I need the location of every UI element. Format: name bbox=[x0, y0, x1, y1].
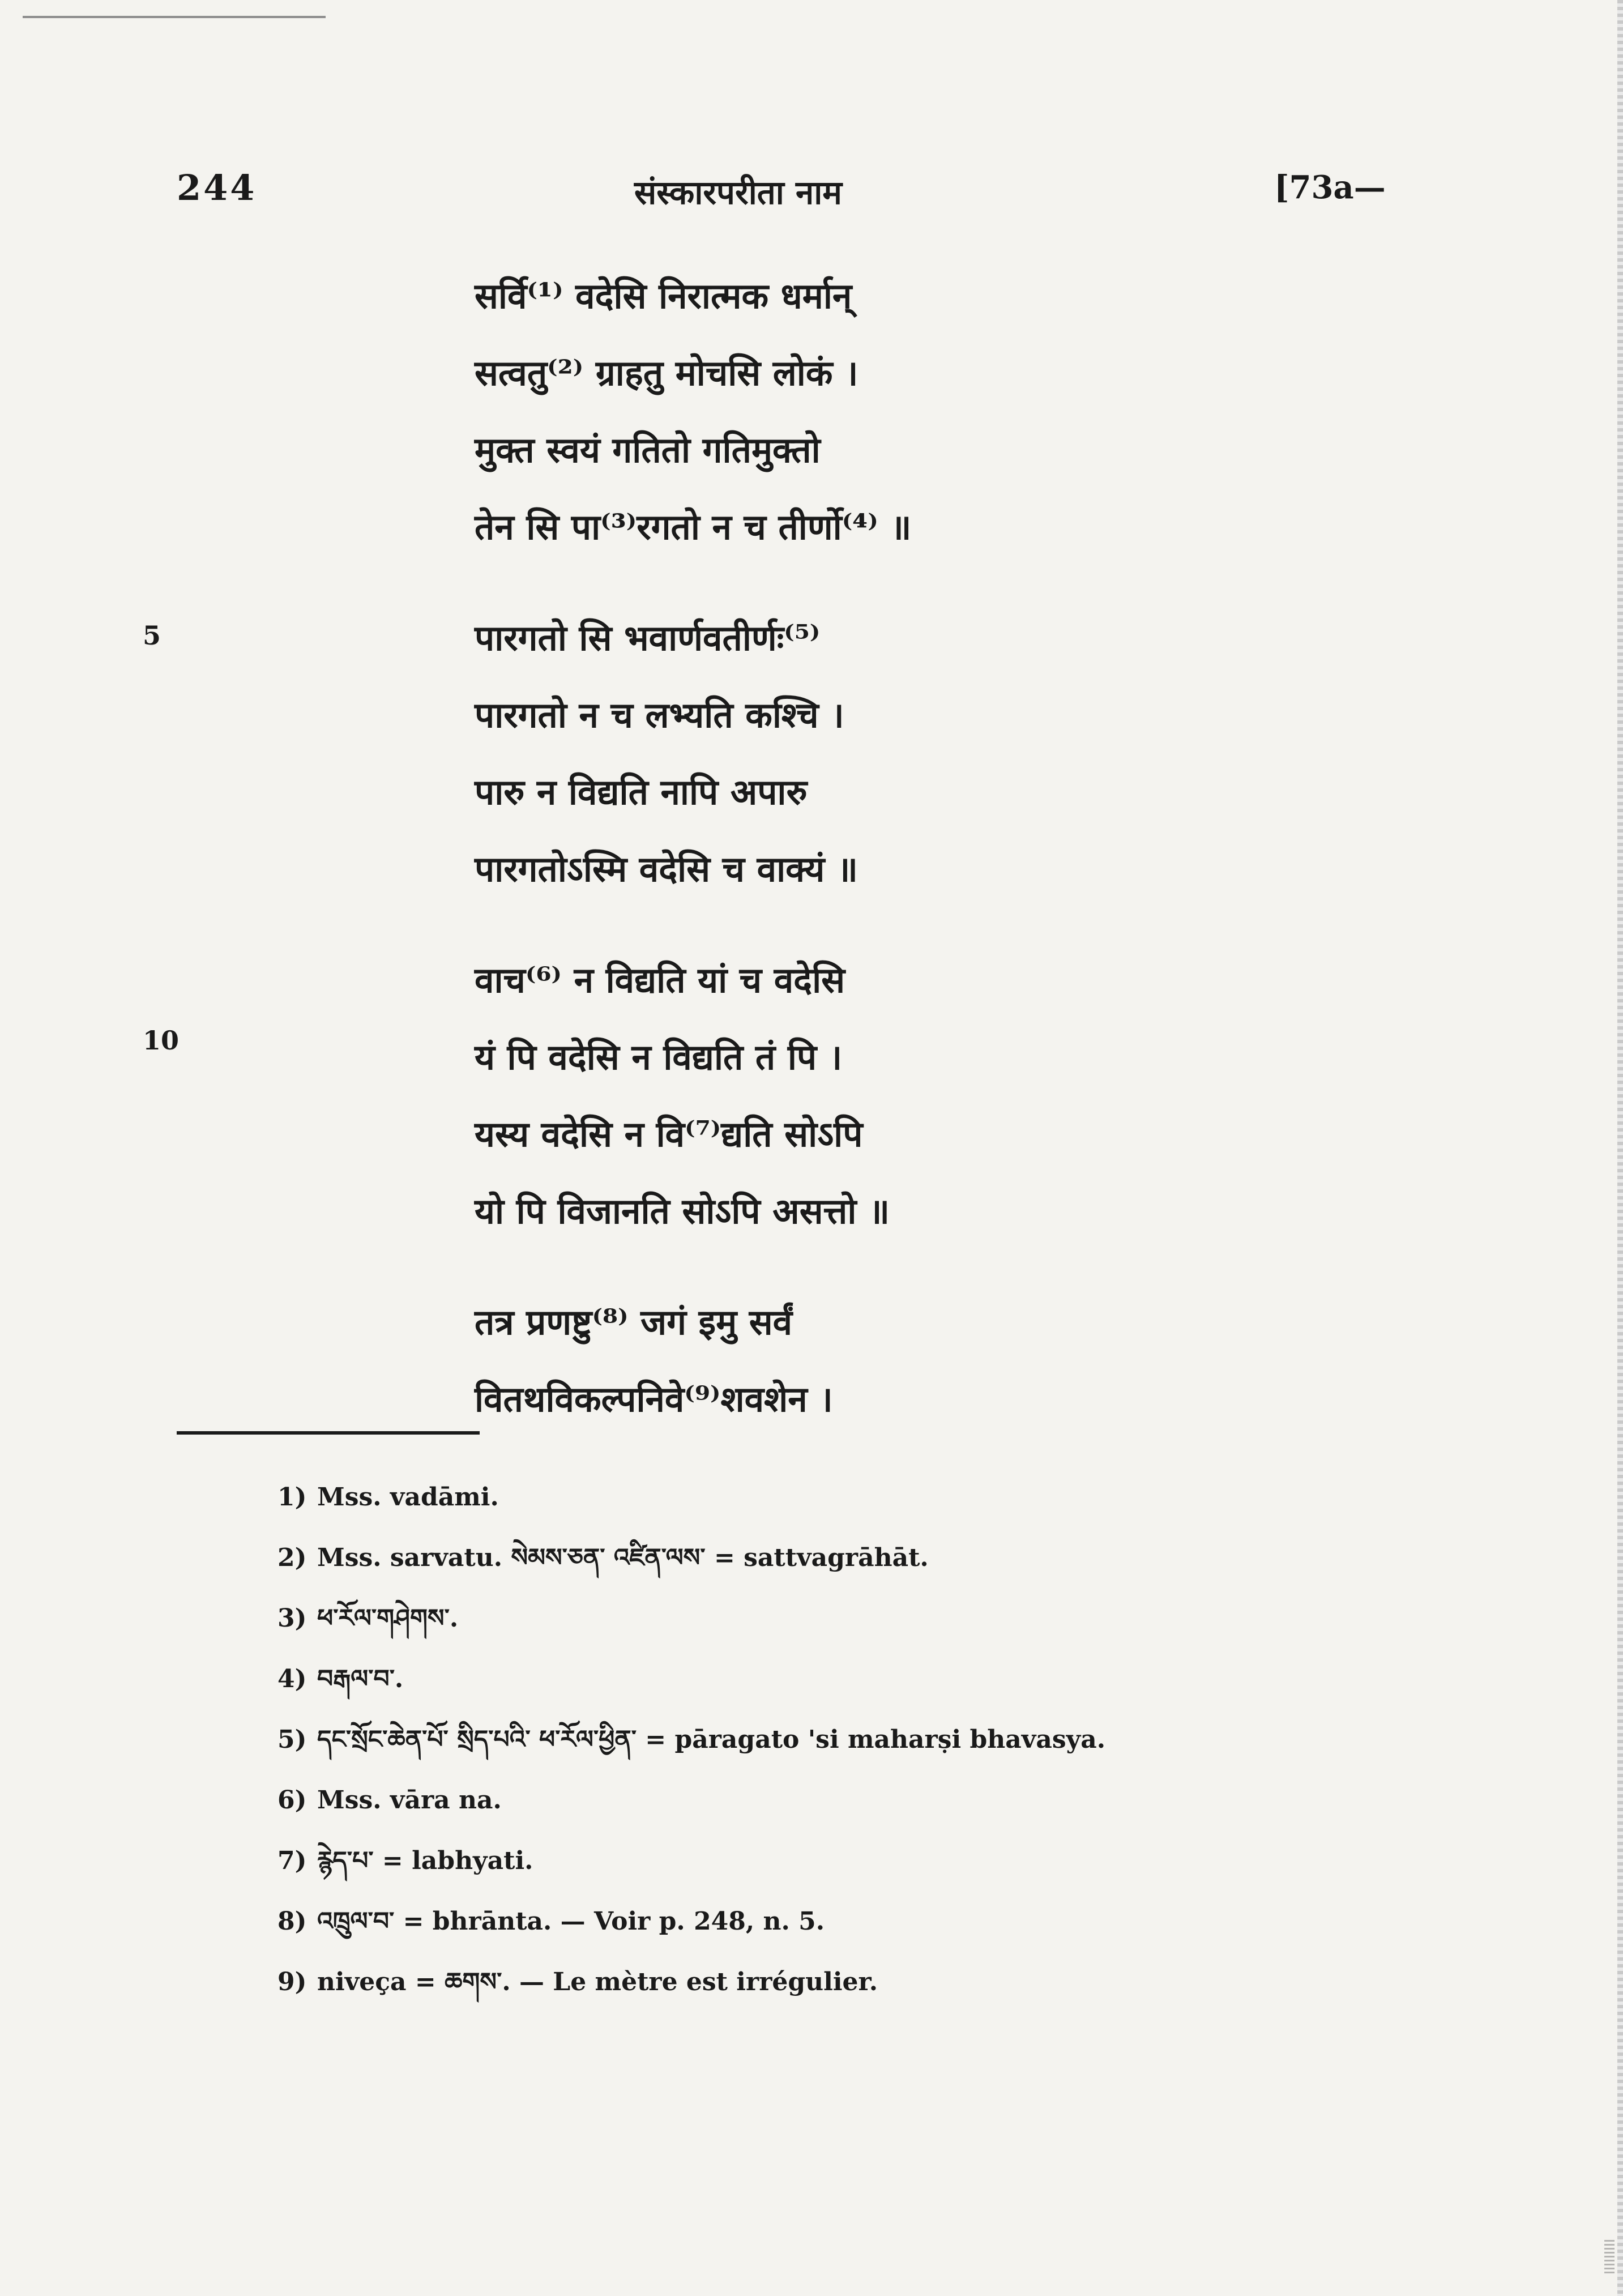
verse-line: पारगतो सि भवार्णवतीर्णः⁽⁵⁾ bbox=[475, 617, 821, 659]
page-number: 244 bbox=[177, 167, 257, 208]
footnote-text: ཕ་རོལ་གཤེགས་. bbox=[317, 1604, 459, 1633]
stanza bbox=[475, 1284, 1267, 1438]
footnote bbox=[277, 1770, 1552, 1830]
verse-line: पारगतो न च लभ्यति कश्चि । bbox=[475, 694, 844, 736]
verse-line: यस्य वदेसि न वि⁽⁷⁾द्यति सोऽपि bbox=[475, 1113, 863, 1155]
top-rule bbox=[23, 16, 326, 18]
footnote-number: 4) bbox=[277, 1665, 307, 1693]
footnote bbox=[277, 1952, 1552, 2012]
footnote bbox=[277, 1830, 1552, 1891]
footnote bbox=[277, 1891, 1552, 1952]
footnote-number: 7) bbox=[277, 1846, 307, 1875]
footnote-text: Mss. vadāmi. bbox=[317, 1483, 499, 1512]
footnote bbox=[277, 1649, 1552, 1709]
page-edge bbox=[1617, 0, 1623, 2296]
line-number-marker: 5 bbox=[143, 620, 161, 651]
footnote-text: Mss. sarvatu. སེམས་ཅན་ འཛིན་ལས་ = sattvagrāhāt. bbox=[317, 1543, 929, 1572]
footnote-number: 1) bbox=[277, 1483, 307, 1512]
footnote-text: niveça = ཆགས་. — Le mètre est irrégulier. bbox=[317, 1968, 878, 1996]
footnote-number: 8) bbox=[277, 1907, 307, 1936]
verse-line: सत्वतु⁽²⁾ ग्राहतु मोचसि लोकं । bbox=[475, 352, 859, 394]
stanza bbox=[475, 600, 1267, 908]
footnote bbox=[277, 1588, 1552, 1649]
verse-line: पारु न विद्यति नापि अपारु bbox=[475, 771, 808, 813]
verse-line: तेन सि पा⁽³⁾रगतो न च तीर्णो⁽⁴⁾ ॥ bbox=[475, 506, 912, 548]
verse-block bbox=[475, 258, 1267, 1472]
footnote-text: བརྒལ་བ་. bbox=[317, 1665, 404, 1693]
footnote-number: 3) bbox=[277, 1604, 307, 1633]
footnote-text: Mss. vāra na. bbox=[317, 1786, 502, 1815]
footnote-number: 5) bbox=[277, 1725, 307, 1754]
stanza bbox=[475, 258, 1267, 566]
verse-line: वाच⁽⁶⁾ न विद्यति यां च वदेसि bbox=[475, 959, 845, 1001]
verse-line: पारगतोऽस्मि वदेसि च वाक्यं ॥ bbox=[475, 848, 859, 890]
verse-line: यं पि वदेसि न विद्यति तं पि । bbox=[475, 1036, 843, 1078]
footnote-text: འཁྲུལ་བ་ = bhrānta. — Voir p. 248, n. 5. bbox=[317, 1907, 825, 1936]
footnote-number: 6) bbox=[277, 1786, 307, 1815]
running-title: संस्कारपरीता नाम bbox=[634, 173, 842, 212]
footnote-text: དང་སྲོང་ཆེན་པོ་ སྲིད་པའི་ ཕ་རོལ་ཕྱིན་ = pāragato 'si maharṣi bhavasya. bbox=[317, 1725, 1106, 1754]
folio-reference: [73a— bbox=[1274, 169, 1386, 206]
stanza bbox=[475, 942, 1267, 1250]
footnote bbox=[277, 1467, 1552, 1527]
verse-line: तत्र प्रणष्टु⁽⁸⁾ जगं इमु सर्वं bbox=[475, 1301, 793, 1343]
footnotes bbox=[277, 1467, 1552, 2012]
line-number-marker: 10 bbox=[143, 1025, 180, 1056]
footnote bbox=[277, 1709, 1552, 1770]
verse-line: वितथविकल्पनिवे⁽⁹⁾शवशेन । bbox=[475, 1379, 833, 1420]
footnote-separator bbox=[177, 1431, 480, 1435]
verse-line: सर्वि⁽¹⁾ वदेसि निरात्मक धर्मान् bbox=[475, 275, 852, 317]
footnote bbox=[277, 1527, 1552, 1588]
scan-artifact bbox=[1604, 2239, 1615, 2273]
verse-line: यो पि विजानति सोऽपि असत्तो ॥ bbox=[475, 1190, 890, 1232]
footnote-number: 2) bbox=[277, 1543, 307, 1572]
footnote-text: རྙེད་པ་ = labhyati. bbox=[317, 1846, 533, 1875]
verse-line: मुक्त स्वयं गतितो गतिमुक्तो bbox=[475, 429, 821, 471]
footnote-number: 9) bbox=[277, 1968, 307, 1996]
